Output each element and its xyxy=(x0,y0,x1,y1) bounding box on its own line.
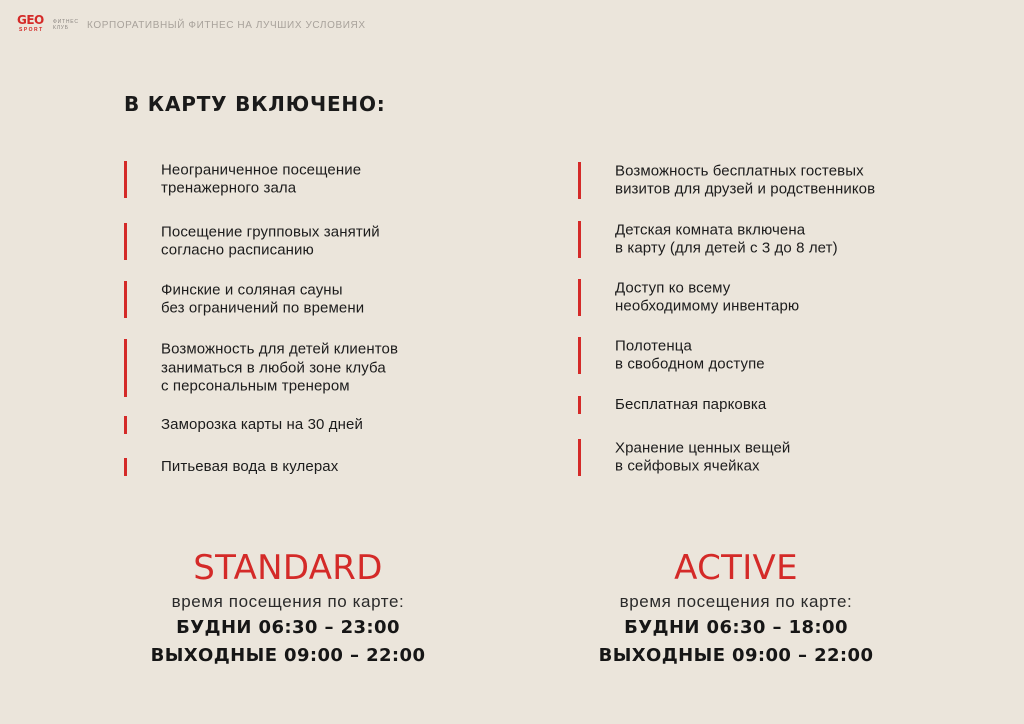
feature-text: Детская комната включена в карту (для детей с 3 до 8 лет) xyxy=(615,221,838,257)
feature-item xyxy=(578,439,998,476)
accent-bar xyxy=(124,339,127,397)
accent-bar xyxy=(124,161,127,198)
feature-item xyxy=(124,281,544,318)
header-tagline: КОРПОРАТИВНЫЙ ФИТНЕС НА ЛУЧШИХ УСЛОВИЯХ xyxy=(87,19,366,31)
feature-text: Неограниченное посещение тренажерного зала xyxy=(161,161,362,197)
logo-club-text: ФИТНЕС КЛУБ xyxy=(53,19,79,31)
feature-text: Питьевая вода в кулерах xyxy=(161,457,339,475)
feature-item xyxy=(578,396,998,414)
feature-item xyxy=(124,161,544,198)
accent-bar xyxy=(578,337,581,374)
plan-active xyxy=(556,546,916,670)
accent-bar xyxy=(124,281,127,318)
geo-sport-logo xyxy=(17,14,47,36)
plan-name: STANDARD xyxy=(193,548,383,588)
feature-text: Полотенца в свободном доступе xyxy=(615,337,765,373)
accent-bar xyxy=(578,162,581,199)
feature-text: Хранение ценных вещей в сейфовых ячейках xyxy=(615,439,791,475)
logo-subtext: SPORT xyxy=(19,27,44,33)
plan-weekend-hours: ВЫХОДНЫЕ 09:00 – 22:00 xyxy=(150,645,426,666)
page-header xyxy=(17,14,366,36)
feature-text: Заморозка карты на 30 дней xyxy=(161,415,363,433)
feature-text: Возможность бесплатных гостевых визитов для друзей и родственников xyxy=(615,162,876,198)
plan-weekend-hours: ВЫХОДНЫЕ 09:00 – 22:00 xyxy=(598,645,874,666)
plan-standard xyxy=(108,546,468,670)
plan-weekday-hours: БУДНИ 06:30 – 18:00 xyxy=(624,617,848,638)
feature-item xyxy=(124,458,544,476)
feature-item xyxy=(578,162,998,199)
accent-bar xyxy=(124,416,127,434)
accent-bar xyxy=(578,279,581,316)
feature-text: Посещение групповых занятий согласно расписанию xyxy=(161,223,380,259)
accent-bar xyxy=(124,458,127,476)
feature-item xyxy=(578,279,998,316)
feature-item xyxy=(578,221,998,258)
accent-bar xyxy=(578,439,581,476)
feature-item xyxy=(124,416,544,434)
plan-weekday-hours: БУДНИ 06:30 – 23:00 xyxy=(176,617,400,638)
feature-text: Возможность для детей клиентов заниматься в любой зоне клуба с персональным тренером xyxy=(161,340,399,395)
feature-item xyxy=(124,339,544,397)
accent-bar xyxy=(578,396,581,414)
logo-text: GEO xyxy=(17,13,44,27)
section-title: В КАРТУ ВКЛЮЧЕНО: xyxy=(124,92,386,116)
plan-hours-label: время посещения по карте: xyxy=(619,592,853,611)
plan-name: ACTIVE xyxy=(674,548,798,588)
feature-item xyxy=(124,223,544,260)
feature-text: Финские и соляная сауны без ограничений по времени xyxy=(161,281,365,317)
accent-bar xyxy=(124,223,127,260)
plan-hours-label: время посещения по карте: xyxy=(171,592,405,611)
feature-text: Бесплатная парковка xyxy=(615,395,767,413)
feature-text: Доступ ко всему необходимому инвентарю xyxy=(615,279,800,315)
feature-item xyxy=(578,337,998,374)
accent-bar xyxy=(578,221,581,258)
